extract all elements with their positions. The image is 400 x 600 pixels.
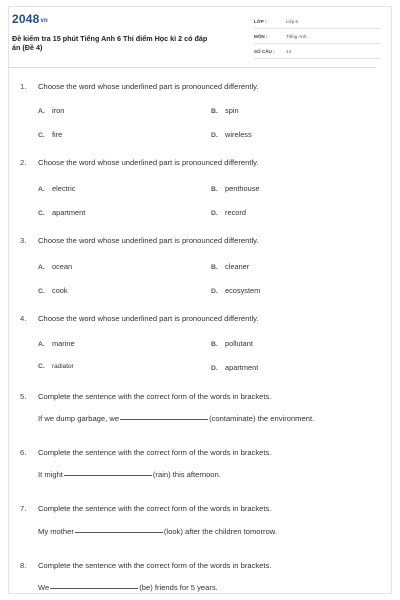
question-number: 8. [20, 561, 27, 570]
option-text: cook [52, 286, 68, 295]
option-letter: A. [38, 341, 45, 348]
option-d[interactable] [211, 286, 260, 295]
option-text: ocean [52, 262, 73, 271]
option-a[interactable] [38, 339, 75, 348]
option-a[interactable] [38, 184, 75, 193]
question-3 [20, 236, 380, 245]
question-8 [20, 561, 380, 570]
question-number: 1. [20, 82, 27, 91]
answer-blank[interactable] [50, 588, 138, 589]
option-text: cleaner [225, 262, 250, 271]
question-text: Choose the word whose underlined part is pronounced differently. [38, 314, 259, 323]
sentence-start: We [38, 583, 50, 592]
option-text: fire [52, 130, 63, 139]
option-c[interactable] [38, 130, 62, 139]
option-text: electric [52, 184, 76, 193]
option-b[interactable] [211, 262, 249, 271]
question-prompt [20, 82, 380, 91]
meta-value: Lớp 6 [286, 18, 298, 24]
question-text: Complete the sentence with the correct form of the words in brackets. [38, 392, 272, 401]
question-5 [20, 392, 380, 401]
sentence-end: (contaminate) the environment. [209, 414, 315, 423]
question-prompt [20, 504, 380, 513]
question-6 [20, 448, 380, 457]
option-letter: A. [38, 108, 45, 115]
option-text: iron [52, 106, 65, 115]
fill-in-sentence [38, 470, 221, 479]
question-text: Choose the word whose underlined part is pronounced differently. [38, 158, 259, 167]
option-letter: C. [38, 288, 45, 295]
option-c[interactable] [38, 208, 85, 217]
question-7 [20, 504, 380, 513]
option-c[interactable] [38, 363, 74, 370]
question-prompt [20, 561, 380, 570]
question-number: 5. [20, 392, 27, 401]
question-2 [20, 158, 380, 167]
answer-blank[interactable] [75, 532, 163, 533]
meta-value: Tiếng Anh [286, 33, 307, 39]
question-number: 2. [20, 158, 27, 167]
option-letter: B. [211, 108, 218, 115]
header-divider [8, 67, 376, 68]
option-text: penthouse [225, 184, 260, 193]
question-prompt [20, 158, 380, 167]
logo-suffix: vn [40, 18, 48, 24]
option-text: apartment [225, 363, 259, 372]
option-d[interactable] [211, 363, 258, 372]
question-text: Complete the sentence with the correct form of the words in brackets. [38, 561, 272, 570]
exam-header [8, 8, 374, 62]
sentence-end: (rain) this afternoon. [152, 470, 221, 479]
fill-in-sentence [38, 414, 314, 423]
question-text: Complete the sentence with the correct form of the words in brackets. [38, 504, 272, 513]
fill-in-sentence [38, 583, 218, 592]
meta-key: MÔN : [254, 33, 268, 39]
answer-blank[interactable] [120, 419, 208, 420]
option-d[interactable] [211, 130, 252, 139]
option-letter: D. [211, 365, 218, 372]
option-letter: D. [211, 132, 218, 139]
question-text: Choose the word whose underlined part is pronounced differently. [38, 236, 259, 245]
fill-in-sentence [38, 527, 277, 536]
option-letter: C. [38, 132, 45, 139]
option-c[interactable] [38, 286, 68, 295]
option-letter: A. [38, 264, 45, 271]
option-b[interactable] [211, 184, 260, 193]
question-4 [20, 314, 380, 323]
site-logo[interactable] [12, 12, 48, 26]
answer-blank[interactable] [64, 475, 152, 476]
logo-text: 2048 [12, 12, 40, 26]
question-prompt [20, 314, 380, 323]
option-b[interactable] [211, 106, 239, 115]
question-1 [20, 82, 380, 91]
option-text: ecosystem [225, 286, 261, 295]
option-text: marine [52, 339, 75, 348]
meta-key: SỐ CÂU : [254, 48, 275, 54]
question-prompt [20, 392, 380, 401]
question-prompt [20, 236, 380, 245]
exam-title: Đề kiểm tra 15 phút Tiếng Anh 6 Thí điểm Học kì 2 có đáp án (Đề 4) [12, 34, 208, 52]
option-text: wireless [225, 130, 252, 139]
option-letter: A. [38, 186, 45, 193]
question-number: 6. [20, 448, 27, 457]
option-letter: D. [211, 288, 218, 295]
sentence-end: (be) friends for 5 years. [139, 583, 218, 592]
meta-key: LỚP : [254, 18, 267, 24]
meta-row-question-count [254, 44, 380, 59]
question-prompt [20, 448, 380, 457]
option-d[interactable] [211, 208, 246, 217]
option-text: spin [225, 106, 239, 115]
option-letter: C. [38, 210, 45, 217]
option-letter: C. [38, 363, 45, 370]
question-text: Choose the word whose underlined part is pronounced differently. [38, 82, 259, 91]
sentence-end: (look) after the children tomorrow. [163, 527, 277, 536]
question-number: 4. [20, 314, 27, 323]
question-text: Complete the sentence with the correct form of the words in brackets. [38, 448, 272, 457]
sentence-start: It might [38, 470, 63, 479]
meta-row-subject [254, 29, 380, 44]
question-number: 3. [20, 236, 27, 245]
option-text: record [225, 208, 246, 217]
meta-value: 14 [286, 48, 292, 54]
option-text: pollutant [225, 339, 253, 348]
option-text: apartment [52, 208, 86, 217]
option-b[interactable] [211, 339, 253, 348]
option-text: radiator [52, 363, 74, 370]
exam-meta [254, 14, 380, 59]
option-a[interactable] [38, 262, 72, 271]
sentence-start: My mother [38, 527, 74, 536]
option-letter: B. [211, 341, 218, 348]
question-number: 7. [20, 504, 27, 513]
option-letter: B. [211, 264, 218, 271]
meta-row-class [254, 14, 380, 29]
option-letter: D. [211, 210, 218, 217]
option-a[interactable] [38, 106, 64, 115]
sentence-start: If we dump garbage, we [38, 414, 120, 423]
option-letter: B. [211, 186, 218, 193]
